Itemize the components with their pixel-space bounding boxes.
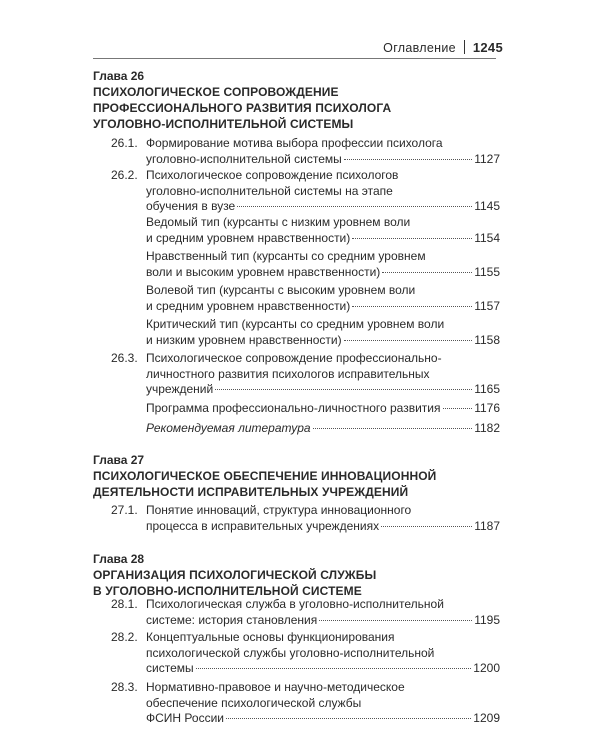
entry-last-line: воли и высоким уровнем нравственности) 1155	[146, 264, 500, 279]
entry-page: 1187	[474, 518, 500, 533]
dot-leader	[382, 272, 472, 273]
entry-last-line: обучения в вузе 1145	[146, 199, 500, 213]
entry-line: Психологическая служба в уголовно-исполнительной	[146, 597, 444, 611]
dot-leader	[313, 428, 473, 429]
dot-leader	[381, 526, 472, 527]
entry-number: 28.1.	[111, 597, 138, 611]
chapter-28	[93, 551, 503, 599]
entry-line: Волевой тип (курсанты с высоким уровнем воли	[146, 283, 416, 297]
running-header	[383, 38, 503, 55]
entry-page: 1157	[474, 298, 500, 313]
entry-line: Критический тип (курсанты со средним уровнем воли	[146, 317, 445, 331]
entry-line: Психологическое сопровождение профессионально-	[146, 351, 442, 365]
entry-page: 1209	[473, 711, 500, 725]
entry-number: 26.3.	[111, 351, 138, 365]
chapter-label: Глава 28	[93, 552, 145, 566]
entry-line: обеспечение психологической службы	[146, 695, 362, 710]
chapter-title-line: ДЕЯТЕЛЬНОСТИ ИСПРАВИТЕЛЬНЫХ УЧРЕЖДЕНИЙ	[93, 485, 409, 499]
chapter-27	[93, 452, 503, 500]
dot-leader	[344, 340, 473, 341]
entry-line: Ведомый тип (курсанты с низким уровнем воли	[146, 215, 411, 229]
header-rule	[93, 58, 496, 59]
entry-page: 1165	[474, 382, 500, 396]
entry-page: 1158	[474, 332, 500, 347]
header-separator	[464, 40, 465, 54]
dot-leader	[196, 668, 472, 669]
dot-leader	[319, 620, 472, 621]
chapter-label: Глава 27	[93, 453, 145, 467]
entry-last-line: процесса в исправительных учреждениях 1187	[146, 518, 500, 533]
header-section-title: Оглавление	[383, 41, 456, 55]
entry-page: 1154	[474, 230, 500, 245]
entry-last-line: и средним уровнем нравственности) 1157	[146, 298, 500, 313]
entry-number: 28.2.	[111, 630, 138, 644]
entry-page: 1200	[473, 661, 500, 675]
entry-line: личностного развития психологов исправительных	[146, 366, 430, 381]
dot-leader	[352, 306, 472, 307]
entry-last-line: системе: история становления 1195	[146, 612, 500, 627]
chapter-title-line: ПСИХОЛОГИЧЕСКОЕ ОБЕСПЕЧЕНИЕ ИННОВАЦИОННОЙ	[93, 469, 437, 483]
entry-line: Психологическое сопровождение психологов	[146, 168, 399, 182]
entry-line: Формирование мотива выбора профессии психолога	[146, 136, 443, 150]
entry-number: 27.1.	[111, 503, 138, 517]
entry-page: 1155	[474, 264, 500, 279]
entry-line: психологической службы уголовно-исполнительной	[146, 645, 435, 660]
entry-line: Понятие инноваций, структура инновационного	[146, 503, 412, 517]
entry-line: уголовно-исполнительной системы на этапе	[146, 183, 393, 198]
dot-leader	[226, 718, 471, 719]
header-page-number: 1245	[472, 40, 503, 55]
chapter-26	[93, 68, 503, 132]
entry-last-line: уголовно-исполнительной системы 1127	[146, 151, 500, 166]
dot-leader	[352, 238, 472, 239]
entry-last-line: и средним уровнем нравственности) 1154	[146, 230, 500, 245]
entry-page: 1145	[474, 199, 500, 213]
chapter-title-line: УГОЛОВНО-ИСПОЛНИТЕЛЬНОЙ СИСТЕМЫ	[93, 117, 354, 131]
entry-last-line: Рекомендуемая литература 1182	[146, 421, 500, 435]
entry-line: Нормативно-правовое и научно-методическое	[146, 680, 405, 694]
entry-page: 1195	[474, 612, 500, 627]
entry-page: 1127	[474, 151, 500, 166]
entry-line: Концептуальные основы функционирования	[146, 630, 395, 644]
entry-last-line: учреждений 1165	[146, 382, 500, 396]
chapter-title-line: ПРОФЕССИОНАЛЬНОГО РАЗВИТИЯ ПСИХОЛОГА	[93, 101, 392, 115]
dot-leader	[344, 159, 472, 160]
dot-leader	[215, 389, 472, 390]
dot-leader	[237, 206, 472, 207]
chapter-title-line: ПСИХОЛОГИЧЕСКОЕ СОПРОВОЖДЕНИЕ	[93, 85, 339, 99]
chapter-title-line: ОРГАНИЗАЦИЯ ПСИХОЛОГИЧЕСКОЙ СЛУЖБЫ	[93, 568, 377, 582]
entry-last-line: ФСИН России 1209	[146, 711, 500, 725]
entry-number: 26.2.	[111, 168, 138, 182]
entry-page: 1182	[474, 421, 500, 435]
entry-number: 28.3.	[111, 680, 138, 694]
entry-number: 26.1.	[111, 136, 138, 150]
entry-last-line: системы 1200	[146, 661, 500, 675]
entry-last-line: Программа профессионально-личностного развития 1176	[146, 401, 500, 415]
chapter-label: Глава 26	[93, 69, 145, 83]
chapter-title-line: В УГОЛОВНО-ИСПОЛНИТЕЛЬНОЙ СИСТЕМЕ	[93, 584, 362, 598]
dot-leader	[443, 408, 473, 409]
entry-line: Нравственный тип (курсанты со средним уровнем	[146, 249, 426, 263]
entry-last-line: и низким уровнем нравственности) 1158	[146, 332, 500, 347]
entry-page: 1176	[474, 401, 500, 415]
